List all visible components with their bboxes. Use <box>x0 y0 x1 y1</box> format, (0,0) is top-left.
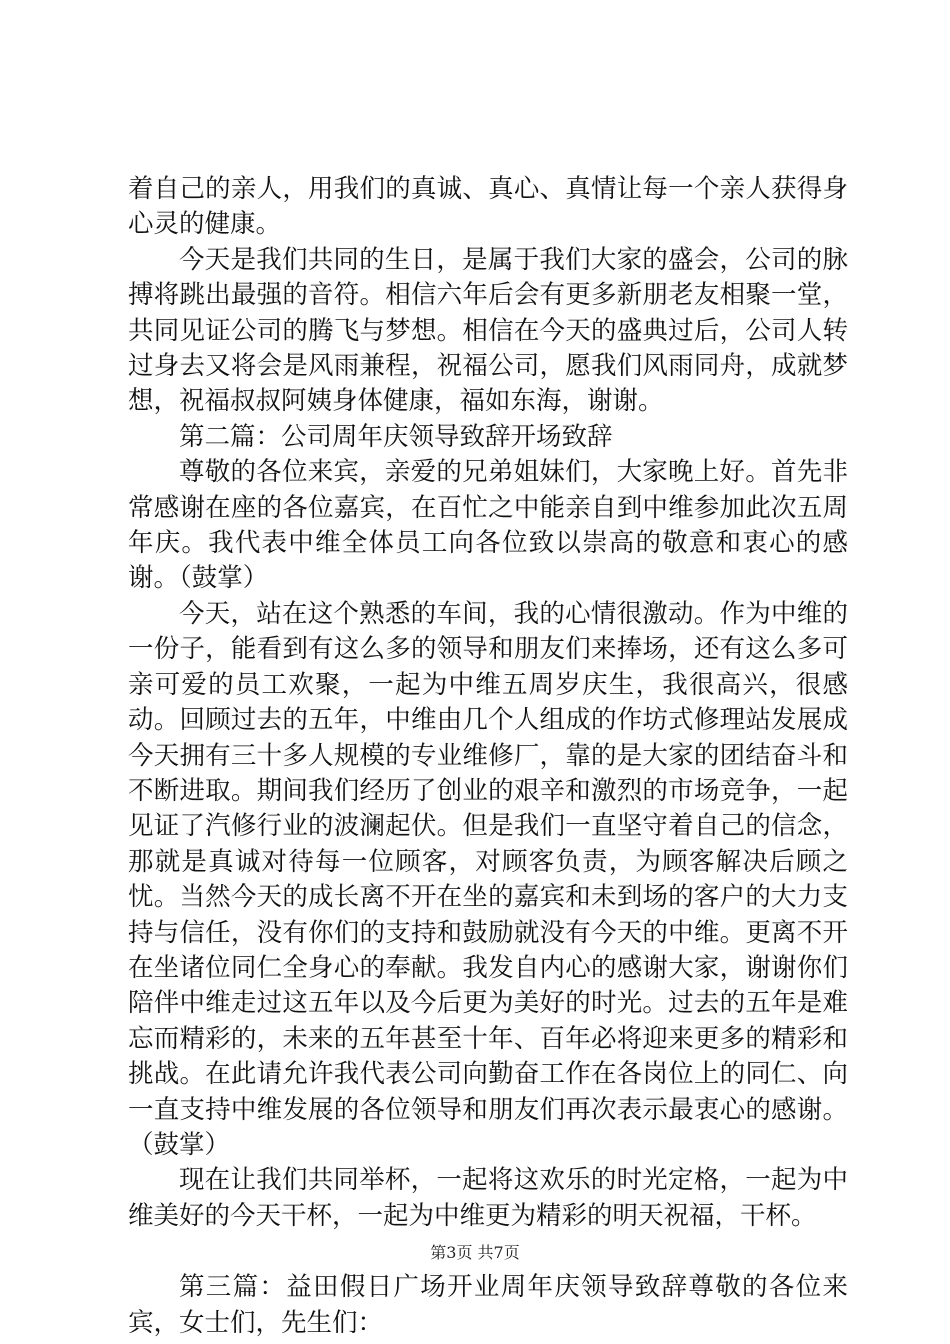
paragraph-1: 着自己的亲人，用我们的真诚、真心、真情让每一个亲人获得身心灵的健康。 <box>128 174 848 240</box>
page-number-footer: 第3页 共7页 <box>430 1243 520 1262</box>
paragraph-2: 今天是我们共同的生日，是属于我们大家的盛会，公司的脉搏将跳出最强的音符。相信六年后会有更多新朋老友相聚一堂，共同见证公司的腾飞与梦想。相信在今天的盛典过后，公司人转过身去又将会是风雨兼程，祝福公司，愿我们风雨同舟，成就梦想，祝福叔叔阿姨身体健康，福如东海，谢谢。 <box>128 244 848 417</box>
paragraph-5: 现在让我们共同举杯，一起将这欢乐的时光定格，一起为中维美好的今天干杯，一起为中维更为精彩的明天祝福，干杯。 <box>128 1165 848 1231</box>
document-body <box>128 172 848 1341</box>
paragraph-3: 尊敬的各位来宾，亲爱的兄弟姐妹们，大家晚上好。首先非常感谢在座的各位嘉宾，在百忙之中能亲自到中维参加此次五周年庆。我代表中维全体员工向各位致以崇高的敬意和衷心的感谢。（鼓掌） <box>128 457 848 594</box>
paragraph-4: 今天，站在这个熟悉的车间，我的心情很激动。作为中维的一份子，能看到有这么多的领导和朋友们来捧场，还有这么多可亲可爱的员工欢聚，一起为中维五周岁庆生，我很高兴，很感动。回顾过去的五年，中维由几个人组成的作坊式修理站发展成今天拥有三十多人规模的专业维修厂，靠的是大家的团结奋斗和不断进取。期间我们经历了创业的艰辛和激烈的市场竞争，一起见证了汽修行业的波澜起伏。但是我们一直坚守着自己的信念，那就是真诚对待每一位顾客，对顾客负责，为顾客解决后顾之忧。当然今天的成长离不开在坐的嘉宾和未到场的客户的大力支持与信任，没有你们的支持和鼓励就没有今天的中维。更离不开在坐诸位同仁全身心的奉献。我发自内心的感谢大家，谢谢你们陪伴中维走过这五年以及今后更为美好的时光。过去的五年是难忘而精彩的，未来的五年甚至十年、百年必将迎来更多的精彩和挑战。在此请允许我代表公司向勤奋工作在各岗位上的同仁、向一直支持中维发展的各位领导和朋友们再次表示最衷心的感谢。（鼓掌） <box>128 598 848 1160</box>
section-heading-2: 第二篇：公司周年庆领导致辞开场致辞 <box>179 421 613 452</box>
section-heading-3: 第三篇：益田假日广场开业周年庆领导致辞尊敬的各位来宾，女士们，先生们： <box>128 1272 848 1338</box>
